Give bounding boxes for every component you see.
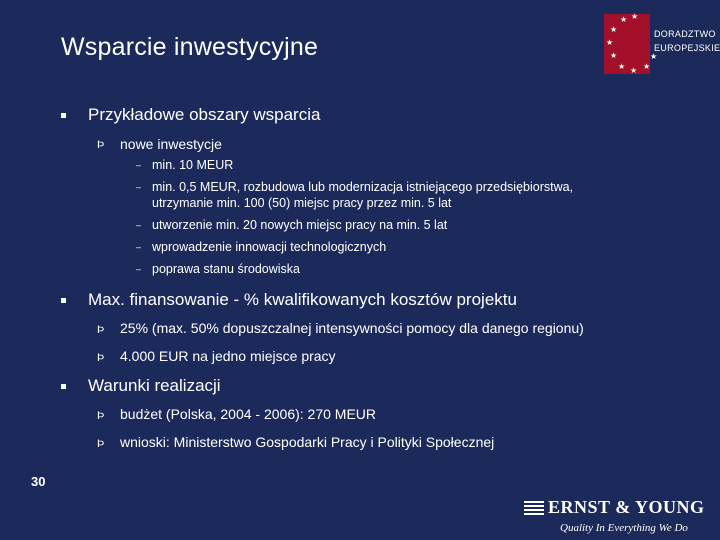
- section1-heading: Przykładowe obszary wsparcia: [88, 105, 321, 124]
- bullet-dash-icon: –: [136, 182, 142, 192]
- bullet-arrow-icon: Þ: [97, 438, 105, 450]
- ernst-young-mark-icon: [524, 499, 546, 517]
- bullet-square-icon: [61, 384, 66, 389]
- svg-text:★: ★: [610, 25, 618, 34]
- svg-text:★: ★: [610, 51, 618, 60]
- bullet-square-icon: [61, 113, 66, 118]
- brand-name: ERNST & YOUNG: [548, 497, 705, 517]
- section1-item-5: poprawa stanu środowiska: [152, 262, 300, 276]
- svg-text:★: ★: [620, 15, 628, 24]
- slide-title: Wsparcie inwestycyjne: [61, 33, 319, 61]
- svg-text:★: ★: [630, 66, 638, 75]
- section1-item-2: min. 0,5 MEUR, rozbudowa lub modernizacja istniejącego przedsiębiorstwa,: [152, 180, 574, 194]
- bullet-dash-icon: –: [136, 160, 142, 170]
- page-number: 30: [31, 474, 46, 489]
- section3-item-2: wnioski: Ministerstwo Gospodarki Pracy i Polityki Społecznej: [120, 434, 495, 450]
- section2-item-1: 25% (max. 50% dopuszczalnej intensywności pomocy dla danego regionu): [120, 320, 584, 336]
- bullet-square-icon: [61, 298, 66, 303]
- section1-item-1: min. 10 MEUR: [152, 158, 234, 172]
- bullet-dash-icon: –: [136, 264, 142, 274]
- section2-heading: Max. finansowanie - % kwalifikowanych kosztów projektu: [88, 290, 517, 309]
- logo-line-2: EUROPEJSKIE: [654, 43, 720, 53]
- section3-heading: Warunki realizacji: [88, 376, 221, 395]
- bullet-dash-icon: –: [136, 220, 142, 230]
- section1-sub1: nowe inwestycje: [120, 136, 222, 152]
- bullet-arrow-icon: Þ: [97, 410, 105, 422]
- bullet-arrow-icon: Þ: [97, 139, 105, 151]
- section2-item-2: 4.000 EUR na jedno miejsce pracy: [120, 348, 336, 364]
- section3-item-1: budżet (Polska, 2004 - 2006): 270 MEUR: [120, 406, 377, 422]
- bullet-dash-icon: –: [136, 242, 142, 252]
- svg-text:★: ★: [618, 62, 626, 71]
- svg-text:★: ★: [650, 52, 658, 61]
- bullet-arrow-icon: Þ: [97, 324, 105, 336]
- logo-text: [654, 27, 720, 55]
- section1-item-3: utworzenie min. 20 nowych miejsc pracy na min. 5 lat: [152, 218, 448, 232]
- section1-item-2-cont: utrzymanie min. 100 (50) miejsc pracy przez min. 5 lat: [152, 196, 452, 210]
- svg-text:★: ★: [606, 38, 614, 47]
- svg-text:★: ★: [631, 12, 639, 21]
- section1-item-4: wprowadzenie innowacji technologicznych: [152, 240, 387, 254]
- brand-tagline: Quality In Everything We Do: [560, 522, 688, 534]
- logo-line-1: DORADZTWO: [654, 29, 716, 39]
- bullet-arrow-icon: Þ: [97, 352, 105, 364]
- svg-text:★: ★: [643, 62, 651, 71]
